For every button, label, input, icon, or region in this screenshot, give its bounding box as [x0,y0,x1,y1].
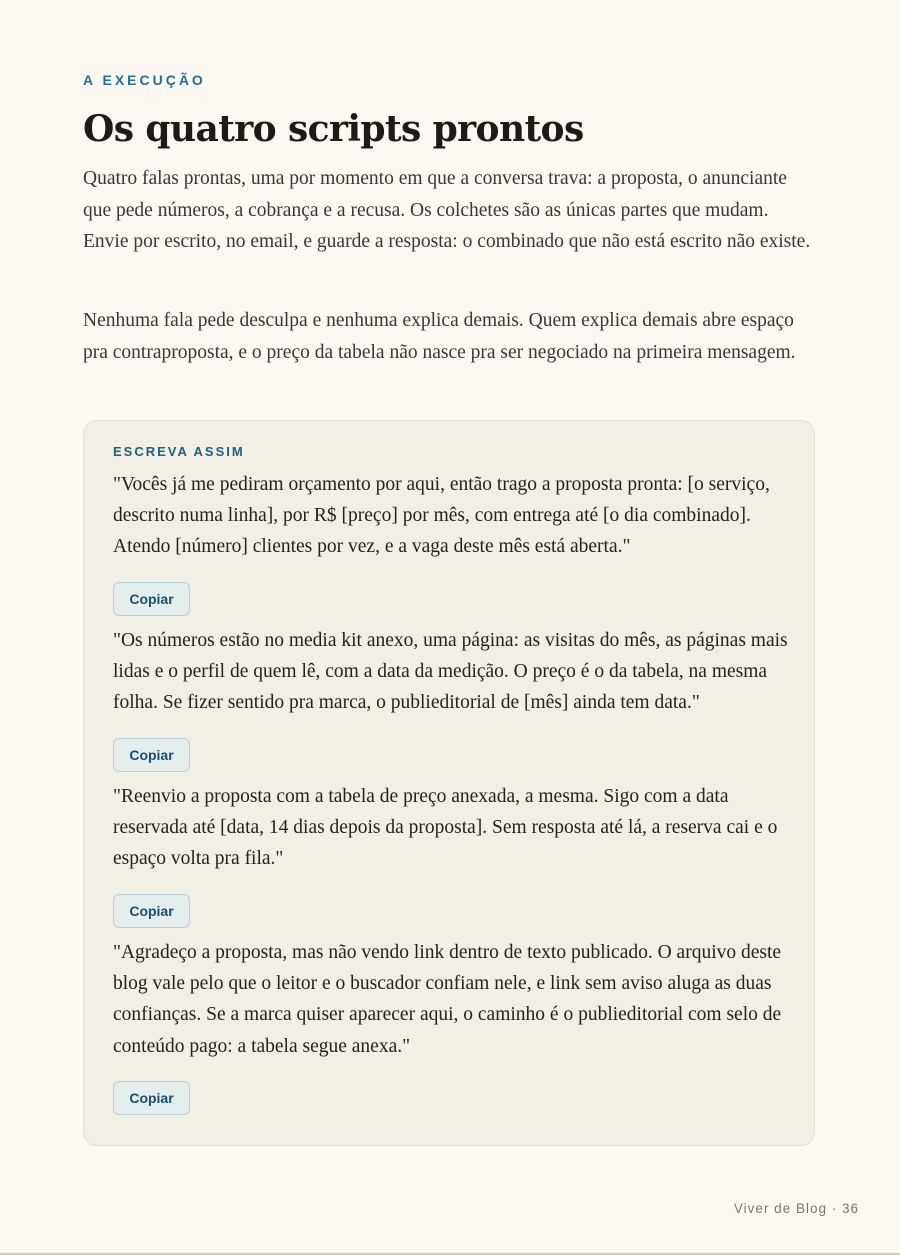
script-text-proposta: "Vocês já me pediram orçamento por aqui, então trago a proposta pronta: [o serviço, descrito numa linha], por R$ [preço] por mês, com entrega até [o dia combinado]. Atendo [número] clientes por vez, e a vaga deste mês está aberta." [113,474,770,558]
copy-button-proposta[interactable]: Copiar [113,582,190,616]
intro-paragraph: Quatro falas prontas, uma por momento em que a conversa trava: a proposta, o anunciante que pede números, a cobrança e a recusa. Os colchetes são as únicas partes que mudam. Envie por escrito, no email, e guarde a resposta: o combinado que não está escrito não existe. [83,168,811,252]
intro-paragraph: Nenhuma fala pede desculpa e nenhuma explica demais. Quem explica demais abre espaço pra contraproposta, e o preço da tabela não nasce pra ser negociado na primeira mensagem. [83,310,796,363]
section-eyebrow: A EXECUÇÃO [83,72,206,88]
script-text-recusa: "Agradeço a proposta, mas não vendo link dentro de texto publicado. O arquivo deste blog vale pelo que o leitor e o buscador confiam nele, e link sem aviso aluga as duas confianças. Se a marca quiser aparecer aqui, o caminho é o publieditorial com selo de conteúdo pago: a tabela segue anexa." [113,942,782,1057]
card-label: ESCREVA ASSIM [113,444,245,459]
page-title: Os quatro scripts prontos [83,108,584,150]
page-footer: Viver de Blog · 36 [733,1201,859,1216]
copy-button-recusa[interactable]: Copiar [113,1081,190,1115]
script-text-numeros: "Os números estão no media kit anexo, uma página: as visitas do mês, as páginas mais lidas e o perfil de quem lê, com a data da medição. O preço é o da tabela, na mesma folha. Se fizer sentido pra marca, o publieditorial de [mês] ainda tem data." [113,630,788,714]
copy-button-cobranca[interactable]: Copiar [113,894,190,928]
copy-button-numeros[interactable]: Copiar [113,738,190,772]
scripts-card [83,420,815,1146]
script-text-cobranca: "Reenvio a proposta com a tabela de preço anexada, a mesma. Sigo com a data reservada até [data, 14 dias depois da proposta]. Sem resposta até lá, a reserva cai e o espaço volta pra fila." [113,786,778,870]
